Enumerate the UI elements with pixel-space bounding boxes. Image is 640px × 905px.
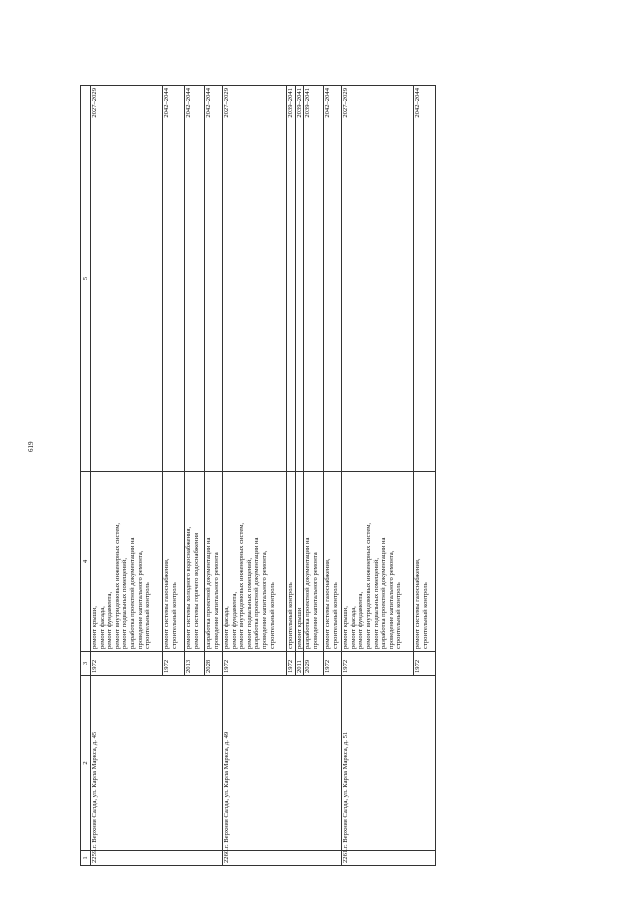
- work-item: ремонт подвальных помещений,: [245, 558, 253, 649]
- header-col-2: 2: [81, 676, 91, 851]
- work-item: ремонт системы газоснабжения,: [414, 558, 422, 649]
- works-cell: [295, 472, 304, 652]
- page-number: 619: [27, 441, 35, 452]
- work-item: проведение капитального ремонта,: [260, 550, 268, 649]
- work-item: ремонт подвальных помещений,: [121, 558, 129, 649]
- year-cell: 2028: [205, 652, 223, 676]
- work-item: разработка проектной документации на: [380, 537, 388, 649]
- year-cell: 1972: [163, 652, 185, 676]
- work-item: ремонт фундамента,: [357, 591, 365, 649]
- works-cell: [223, 472, 287, 652]
- work-item: ремонт внутридомовых инженерных систем,: [113, 522, 121, 649]
- period-cell: 2039–2041: [304, 86, 324, 472]
- work-item: ремонт фасада,: [349, 606, 357, 649]
- period-cell: 2039–2041: [295, 86, 304, 472]
- period-cell: 2027–2029: [91, 86, 163, 472]
- work-item: строительный контроль: [144, 582, 152, 649]
- work-item: ремонт системы газоснабжения,: [163, 558, 170, 649]
- work-item: строительный контроль: [268, 582, 276, 649]
- object-address: г. Верхняя Салда, ул. Карла Маркса, д. 45: [91, 676, 223, 851]
- object-number: 2261.: [342, 851, 436, 866]
- works-cell: [342, 472, 414, 652]
- period-cell: 2042–2044: [414, 86, 436, 472]
- year-cell: 2011: [295, 652, 304, 676]
- year-cell: 1972: [324, 652, 342, 676]
- period-cell: 2039–2041: [287, 86, 296, 472]
- work-item: строительный контроль: [331, 582, 339, 649]
- work-item: ремонт фундамента,: [230, 591, 238, 649]
- work-item: ремонт системы газоснабжения,: [324, 558, 332, 649]
- year-cell: 1972: [223, 652, 287, 676]
- work-item: ремонт крыши,: [91, 606, 98, 649]
- table-row: [223, 86, 287, 866]
- work-item: ремонт внутридомовых инженерных систем,: [364, 522, 372, 649]
- work-item: разработка проектной документации на: [205, 537, 212, 649]
- period-cell: 2027–2029: [223, 86, 287, 472]
- repair-schedule-table: [80, 85, 436, 866]
- work-item: ремонт крыши,: [342, 606, 350, 649]
- work-item: ремонт системы холодного водоснабжения,: [185, 526, 192, 649]
- work-item: проведение капитального ремонта: [311, 552, 319, 649]
- work-item: ремонт фасада,: [98, 606, 106, 649]
- period-cell: 2027–2029: [342, 86, 414, 472]
- work-item: ремонт внутридомовых инженерных систем,: [238, 522, 246, 649]
- work-item: разработка проектной документации на: [304, 537, 312, 649]
- year-cell: 1972: [91, 652, 163, 676]
- work-item: строительный контроль: [287, 582, 294, 649]
- object-number: 2259.: [91, 851, 223, 866]
- work-item: проведение капитального ремонта,: [136, 550, 144, 649]
- work-item: разработка проектной документации на: [128, 537, 136, 649]
- header-col-5: 5: [81, 86, 91, 472]
- works-cell: [414, 472, 436, 652]
- year-cell: 2029: [304, 652, 324, 676]
- work-item: проведение капитального ремонта,: [387, 550, 395, 649]
- works-cell: [324, 472, 342, 652]
- works-cell: [163, 472, 185, 652]
- object-address: г. Верхняя Салда, ул. Карла Маркса, д. 51: [342, 676, 436, 851]
- table-body: [91, 86, 436, 866]
- header-col-1: 1: [81, 851, 91, 866]
- table-row: [91, 86, 163, 866]
- object-number: 2260.: [223, 851, 342, 866]
- work-item: строительный контроль: [170, 582, 178, 649]
- year-cell: 2013: [185, 652, 205, 676]
- works-cell: [287, 472, 296, 652]
- table-row: [342, 86, 414, 866]
- period-cell: 2042–2044: [163, 86, 185, 472]
- work-item: строительный контроль: [395, 582, 403, 649]
- work-item: ремонт фасада,: [223, 606, 230, 649]
- header-row: [81, 86, 91, 866]
- period-cell: 2042–2044: [185, 86, 205, 472]
- work-item: проведение капитального ремонта: [212, 552, 220, 649]
- work-item: ремонт фундамента,: [106, 591, 114, 649]
- object-address: г. Верхняя Салда, ул. Карла Маркса, д. 49: [223, 676, 342, 851]
- works-cell: [91, 472, 163, 652]
- work-item: ремонт системы горячего водоснабжения: [192, 532, 200, 649]
- year-cell: 1972: [287, 652, 296, 676]
- work-item: ремонт крыши: [295, 607, 303, 649]
- work-item: разработка проектной документации на: [253, 537, 261, 649]
- works-cell: [205, 472, 223, 652]
- header-col-4: 4: [81, 472, 91, 652]
- rotated-table-container: [80, 86, 616, 866]
- works-cell: [304, 472, 324, 652]
- period-cell: 2042–2044: [205, 86, 223, 472]
- work-item: строительный контроль: [421, 582, 429, 649]
- work-item: ремонт подвальных помещений,: [372, 558, 380, 649]
- works-cell: [185, 472, 205, 652]
- year-cell: 1972: [342, 652, 414, 676]
- header-col-3: 3: [81, 652, 91, 676]
- year-cell: 1972: [414, 652, 436, 676]
- period-cell: 2042–2044: [324, 86, 342, 472]
